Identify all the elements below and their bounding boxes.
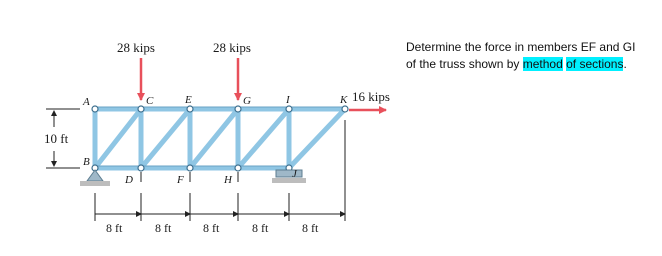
member-JK [289, 109, 345, 168]
node-label-A: A [83, 96, 90, 108]
load-label-K: 16 kips [352, 89, 390, 104]
member-DE [141, 109, 190, 168]
highlight-method: method [522, 57, 563, 71]
node-label-J: J [292, 168, 297, 180]
span-label: 8 ft [106, 221, 123, 235]
node-label-C: C [146, 95, 154, 107]
pin-support-B [80, 170, 110, 186]
node-label-K: K [340, 94, 348, 106]
node-label-B: B [83, 156, 90, 168]
height-label: 10 ft [44, 131, 69, 146]
load-label-G: 28 kips [213, 40, 251, 55]
span-label: 8 ft [302, 221, 319, 235]
node-label-G: G [243, 95, 251, 107]
highlight-of-sections: of sections [566, 57, 624, 71]
load-label-C: 28 kips [117, 40, 155, 55]
problem-statement [406, 39, 646, 73]
question-text: Determine the force in members EF and GI of the truss shown by [406, 40, 636, 71]
truss-joints [92, 106, 348, 171]
node-label-E: E [185, 94, 192, 106]
span-label: 8 ft [203, 221, 220, 235]
truss-members [95, 109, 345, 168]
span-label: 8 ft [155, 221, 172, 235]
node-label-D: D [125, 174, 133, 186]
roller-support-J [272, 170, 306, 183]
node-label-I: I [286, 94, 290, 106]
node-label-H: H [224, 174, 232, 186]
member-HI [238, 109, 289, 168]
span-label: 8 ft [252, 221, 269, 235]
question-end: . [623, 57, 627, 71]
member-FG [190, 109, 238, 168]
member-BC [95, 109, 141, 168]
node-label-F: F [177, 174, 184, 186]
